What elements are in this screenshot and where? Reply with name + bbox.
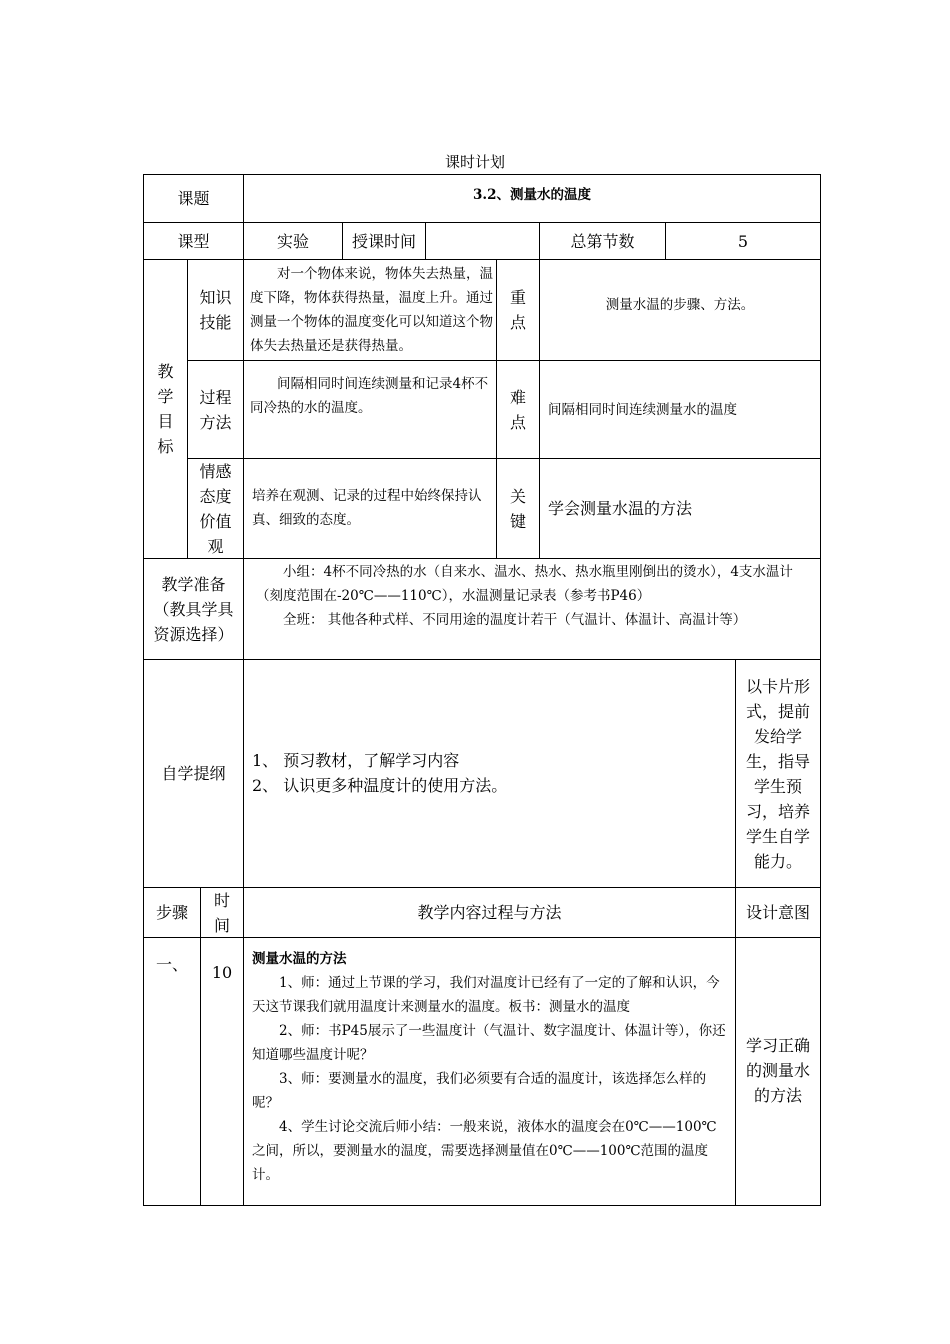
objective-content-attitude: 培养在观测、记录的过程中始终保持认真、细致的态度。 (252, 488, 482, 528)
step-number: 一、 (155, 955, 188, 974)
prep-label: 教学准备 （教具学具 资源选择） (153, 574, 234, 644)
objective-category-process: 过程 方法 (199, 387, 232, 432)
key-link-content: 学会测量水温的方法 (548, 499, 693, 518)
key-point-content: 测量水温的步骤、方法。 (605, 297, 755, 313)
difficulty-label: 难 点 (509, 387, 526, 432)
total-lessons-label: 总第节数 (570, 231, 635, 251)
prep-content: 小组：4杯不同冷热的水（自来水、温水、热水、热水瓶里刚倒出的烫水），4支水温计（刻度范围在-20℃——110℃），水温测量记录表（参考书P46） 全班： 其他各种式样、不同用途的温度计若干（气温计、体温计、高温计等） (256, 564, 793, 628)
self-study-label: 自学提纲 (161, 764, 226, 783)
objective-content-process: 间隔相同时间连续测量和记录4杯不同冷热的水的温度。 (250, 376, 489, 416)
self-study-items: 1、 预习教材，了解学习内容 2、 认识更多种温度计的使用方法。 (252, 751, 508, 795)
difficulty-content: 间隔相同时间连续测量水的温度 (548, 401, 737, 418)
objectives-label: 教 学 目 标 (157, 362, 174, 456)
topic-value: 3.2、测量水的温度 (473, 187, 591, 203)
type-value: 实验 (276, 231, 309, 251)
content-header: 教学内容过程与方法 (417, 903, 562, 922)
topic-label: 课题 (177, 189, 210, 208)
type-label: 课型 (177, 231, 210, 251)
total-lessons-value: 5 (737, 231, 749, 251)
intent-header: 设计意图 (745, 903, 810, 922)
self-study-intent: 以卡片形式，提前发给学生，指导学生预习，培养学生自学能力。 (745, 677, 810, 871)
step-time: 10 (211, 963, 233, 982)
time-header: 时 间 (213, 890, 230, 935)
key-point-label: 重 点 (509, 288, 526, 332)
objective-category-knowledge: 知识 技能 (199, 288, 232, 332)
page-title: 课时计划 (444, 153, 505, 171)
key-link-label: 关 键 (509, 486, 526, 531)
teaching-time-label: 授课时间 (351, 231, 416, 251)
step-header: 步骤 (155, 903, 188, 922)
step-content: 测量水温的方法 1、师：通过上节课的学习，我们对温度计已经有了一定的了解和认识，今天这节课我们就用温度计来测量水的温度。板书：测量水的温度 2、师：书P45展示了一些温度计（气温计、数字温度计、体温计等），你还知道哪些温度计呢？ 3、师：要测量水的温度，我们必须要有合适的温度计，该选择怎么样的呢？ 4、学生讨论交流后师小结：一般来说，液体水的温度会在0℃——100℃之间，所以，要测量水的温度，需要选择测量值在0℃——100℃范围的温度计。 (252, 951, 726, 1183)
step-intent: 学习正确的测量水的方法 (745, 1035, 810, 1105)
teaching-time-value (426, 223, 539, 259)
objective-content-knowledge: 对一个物体来说，物体失去热量，温度下降，物体获得热量，温度上升。通过测量一个物体的温度变化可以知道这个物体失去热量还是获得热量。 (250, 266, 493, 354)
objective-category-attitude: 情感 态度 价值 观 (199, 461, 232, 556)
